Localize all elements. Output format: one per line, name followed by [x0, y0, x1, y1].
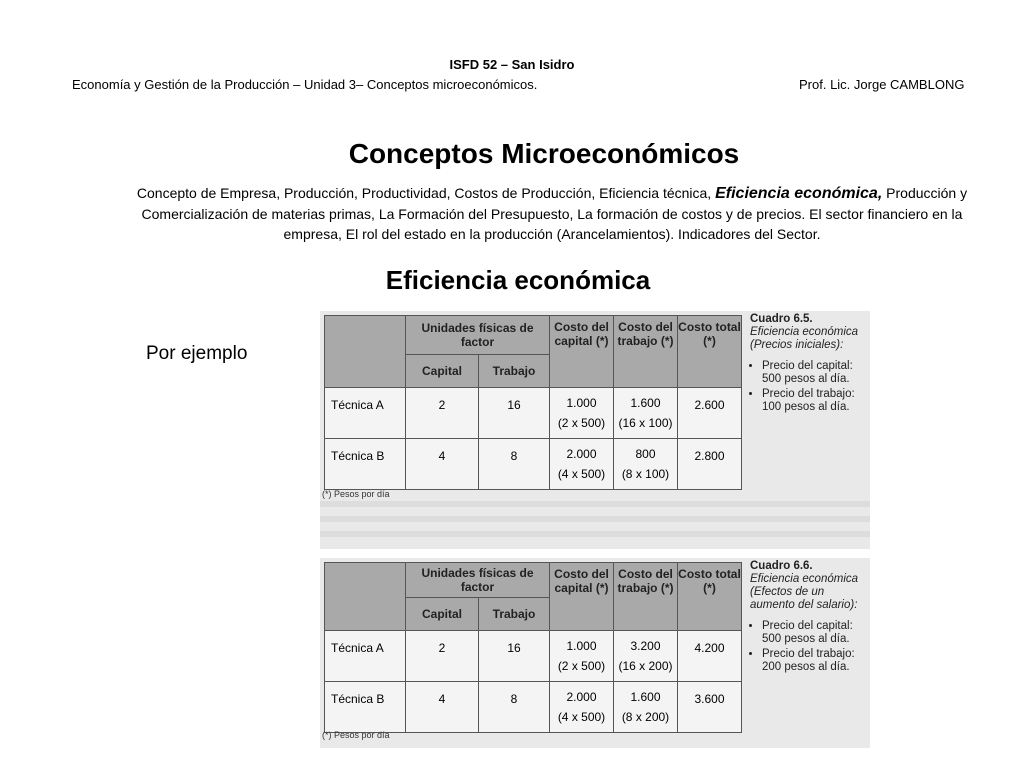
header-costo-capital: Costo del capital (*) — [550, 563, 614, 631]
cell-costo-trabajo — [614, 682, 678, 733]
cuadro-table — [324, 562, 742, 733]
cell-formula: (4 x 500) — [557, 467, 606, 481]
page-title: Conceptos Microeconómicos — [348, 138, 740, 169]
table-footnote: (*) Pesos por día — [322, 489, 390, 499]
intro-paragraph — [112, 183, 992, 244]
scanned-table-2 — [320, 558, 870, 748]
header-empty-cell — [325, 563, 406, 631]
intro-text-after: Producción y Comercialización de materias primas, La Formación del Presupuesto, La formación de costos y de precios. El sector financiero en la empresa, El rol del estado en la producción (Arancelamientos). Indicadores del Sector. — [141, 185, 968, 242]
list-item: • Precio del capital: 500 pesos al día. — [762, 360, 870, 386]
header-capital: Capital — [406, 598, 479, 631]
institution-header: ISFD 52 – San Isidro — [449, 57, 575, 72]
header-units: Unidades físicas de factor — [406, 316, 550, 355]
header-capital: Capital — [406, 355, 479, 388]
caption-bullets — [750, 360, 870, 414]
scan-noise — [320, 516, 870, 522]
cell-value: 1.600 — [630, 690, 661, 704]
cell-costo-total: 2.600 — [678, 388, 742, 439]
header-trabajo: Trabajo — [479, 355, 550, 388]
intro-text-before: Concepto de Empresa, Producción, Productividad, Costos de Producción, Eficiencia técnica, — [136, 185, 716, 201]
cell-capital: 4 — [406, 682, 479, 733]
header-empty-cell — [325, 316, 406, 388]
cell-trabajo: 8 — [479, 439, 550, 490]
cell-formula: (2 x 500) — [557, 416, 606, 430]
example-label: Por ejemplo — [146, 343, 248, 364]
scanned-table-1 — [320, 311, 870, 549]
cell-costo-total: 4.200 — [678, 631, 742, 682]
cuadro-table — [324, 315, 742, 490]
cell-formula: (8 x 200) — [621, 710, 670, 724]
course-line: Economía y Gestión de la Producción – Unidad 3– Conceptos microeconómicos. — [72, 77, 538, 92]
cell-capital: 2 — [406, 631, 479, 682]
header-costo-trabajo: Costo del trabajo (*) — [614, 316, 678, 388]
list-item: • Precio del trabajo: 200 pesos al día. — [762, 648, 870, 674]
header-costo-total: Costo total (*) — [678, 563, 742, 631]
cell-value: 2.000 — [566, 690, 597, 704]
cell-formula: (16 x 200) — [618, 659, 673, 673]
table-row — [325, 388, 742, 439]
caption-title: Cuadro 6.5. — [750, 313, 813, 325]
row-label: Técnica B — [325, 682, 406, 733]
cell-formula: (4 x 500) — [557, 710, 606, 724]
cell-costo-total: 3.600 — [678, 682, 742, 733]
cell-costo-capital — [550, 682, 614, 733]
cuadro-caption — [750, 560, 870, 676]
cell-formula: (16 x 100) — [618, 416, 673, 430]
table-row — [325, 631, 742, 682]
intro-emphasis: Eficiencia económica, — [715, 185, 883, 202]
header-units: Unidades físicas de factor — [406, 563, 550, 598]
section-title: Eficiencia económica — [385, 265, 651, 295]
row-label: Técnica A — [325, 631, 406, 682]
table-row — [325, 439, 742, 490]
scan-noise — [320, 501, 870, 507]
cell-costo-trabajo — [614, 631, 678, 682]
caption-text: Eficiencia económica (Efectos de un aumento del salario): — [750, 573, 859, 611]
header-costo-capital: Costo del capital (*) — [550, 316, 614, 388]
cuadro-caption — [750, 313, 870, 416]
caption-text: Eficiencia económica (Precios iniciales): — [750, 326, 859, 351]
table-footnote: (*) Pesos por día — [322, 730, 390, 740]
cell-value: 800 — [635, 447, 656, 461]
cell-value: 2.000 — [566, 447, 597, 461]
header-trabajo: Trabajo — [479, 598, 550, 631]
cell-costo-capital — [550, 631, 614, 682]
list-item: • Precio del trabajo: 100 pesos al día. — [762, 388, 870, 414]
header-costo-total: Costo total (*) — [678, 316, 742, 388]
cell-value: 1.000 — [566, 639, 597, 653]
cell-costo-trabajo — [614, 439, 678, 490]
cell-formula: (8 x 100) — [621, 467, 670, 481]
cell-trabajo: 16 — [479, 631, 550, 682]
table-row — [325, 682, 742, 733]
cell-value: 3.200 — [630, 639, 661, 653]
cell-trabajo: 8 — [479, 682, 550, 733]
cell-costo-total: 2.800 — [678, 439, 742, 490]
cell-value: 1.600 — [630, 396, 661, 410]
header-costo-trabajo: Costo del trabajo (*) — [614, 563, 678, 631]
row-label: Técnica A — [325, 388, 406, 439]
cell-formula: (2 x 500) — [557, 659, 606, 673]
cell-costo-capital — [550, 388, 614, 439]
cell-capital: 2 — [406, 388, 479, 439]
caption-bullets — [750, 620, 870, 674]
list-item: • Precio del capital: 500 pesos al día. — [762, 620, 870, 646]
caption-title: Cuadro 6.6. — [750, 560, 813, 572]
cell-costo-trabajo — [614, 388, 678, 439]
cell-capital: 4 — [406, 439, 479, 490]
cell-costo-capital — [550, 439, 614, 490]
scan-noise — [320, 531, 870, 537]
cell-trabajo: 16 — [479, 388, 550, 439]
professor-name: Prof. Lic. Jorge CAMBLONG — [799, 77, 965, 92]
row-label: Técnica B — [325, 439, 406, 490]
cell-value: 1.000 — [566, 396, 597, 410]
